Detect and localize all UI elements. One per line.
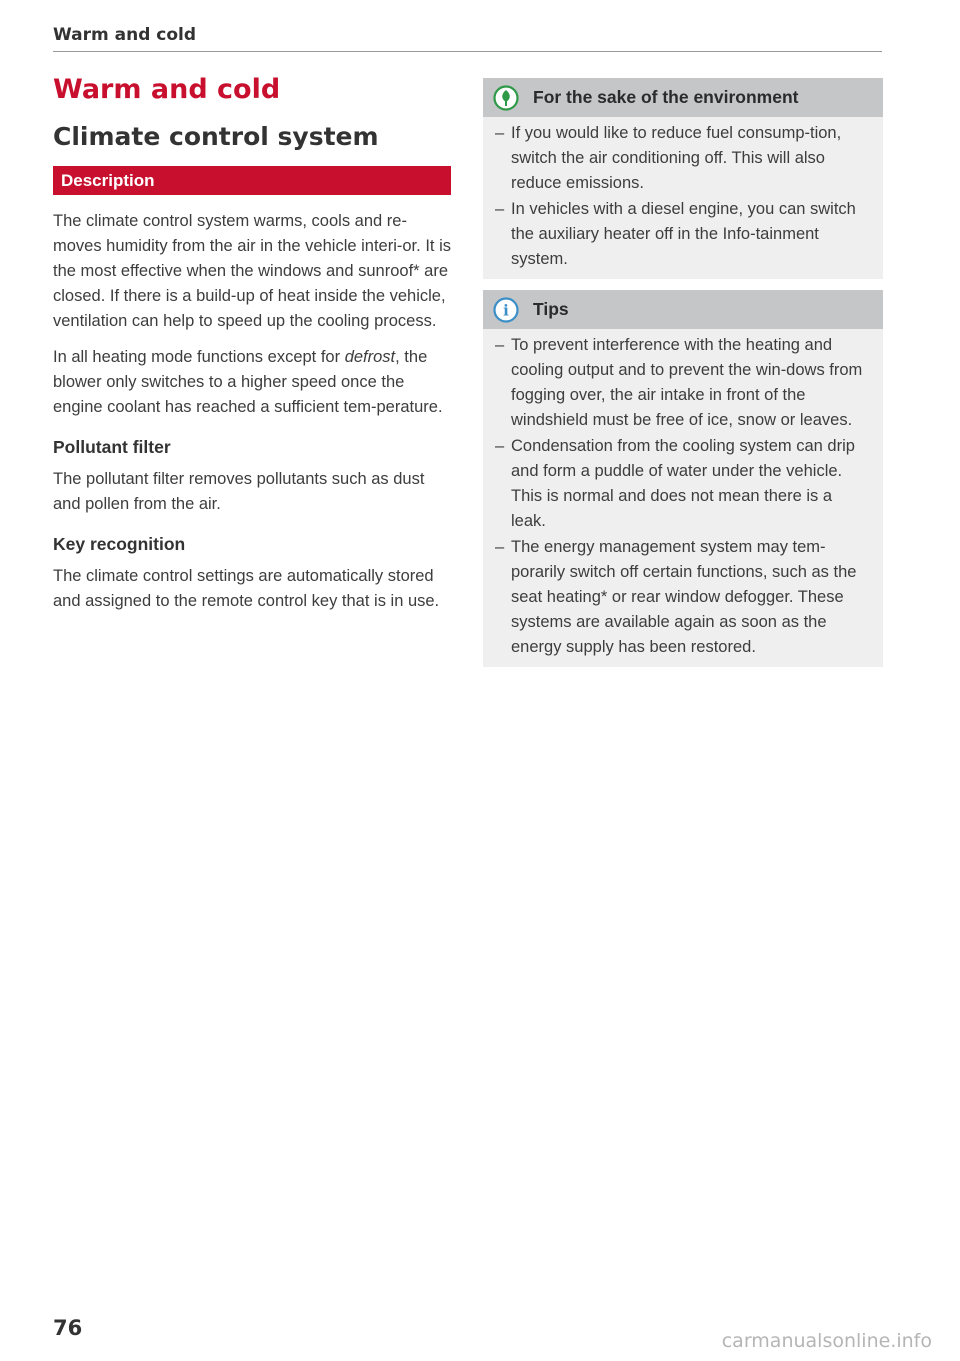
header-divider [53,51,882,52]
key-recognition-heading: Key recognition [53,534,186,554]
heating-mode-text-start: In all heating mode functions except for [53,348,345,366]
list-item: – Condensation from the cooling system can drip and form a puddle of water under the vehicle. This is normal and does not mean there is a leak. [495,437,855,530]
right-column [483,78,883,678]
environment-box-body [483,117,883,279]
pollutant-filter-paragraph: The pollutant filter removes pollutants such as dust and pollen from the air. [53,470,425,513]
tips-box-header [483,290,883,329]
environment-box-title: For the sake of the environment [533,87,799,107]
environment-leaf-icon [493,85,519,111]
environment-box [483,78,883,279]
running-head: Warm and cold [53,25,197,45]
list-item: – In vehicles with a diesel engine, you can switch the auxiliary heater off in the Info-tainment system. [495,200,856,268]
key-recognition-paragraph: The climate control settings are automatically stored and assigned to the remote control key that is in use. [53,567,440,610]
info-icon [493,297,519,323]
tips-box-title: Tips [533,299,569,319]
watermark: carmanualsonline.info [721,1330,932,1352]
description-bar: Description [53,166,451,195]
pollutant-filter-heading: Pollutant filter [53,437,171,457]
tips-box [483,290,883,667]
list-item: – To prevent interference with the heating and cooling output and to prevent the win-dows from fogging over, the air intake in front of the windshield must be free of ice, snow or leaves. [495,336,863,429]
section-title: Climate control system [53,122,379,151]
environment-box-header [483,78,883,117]
heating-mode-text-end: , the blower only switches to a higher speed once the engine coolant has reached a sufficient tem-perature. [53,348,443,416]
svg-text:i: i [503,301,509,319]
left-column [53,72,451,625]
page-number: 76 [53,1316,83,1340]
list-item: – If you would like to reduce fuel consump-tion, switch the air conditioning off. This will also reduce emissions. [495,124,842,192]
tips-box-body [483,329,883,667]
list-item: – The energy management system may tem-porarily switch off certain functions, such as the seat heating* or rear window defogger. These systems are available again as soon as the energy supply has been restored. [495,538,857,656]
chapter-title: Warm and cold [53,74,281,105]
intro-paragraph: The climate control system warms, cools and re-moves humidity from the air in the vehicle interi-or. It is the most effective when the windows and sunroof* are closed. If there is a build-up of heat inside the vehicle, ventilation can help to speed up the cooling process. [53,212,451,330]
defrost-term: defrost [344,348,396,366]
heating-mode-paragraph [53,345,451,420]
